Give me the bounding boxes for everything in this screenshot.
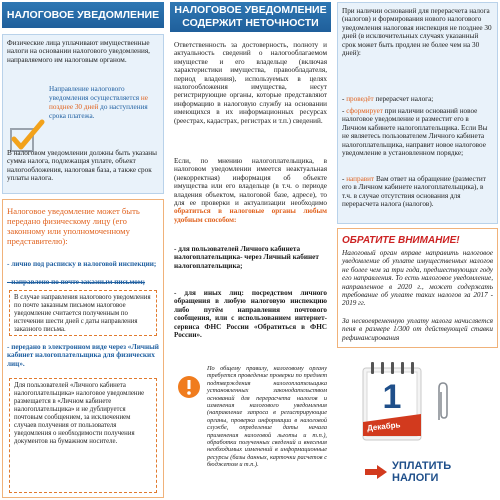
attention-panel	[337, 228, 498, 348]
option-cabinet: - для пользователей Личного кабинета налогоплательщика- через Личный кабинет налогоплательщика;	[174, 245, 319, 270]
step2-verb: сформирует	[346, 107, 383, 115]
column-recalculation	[335, 0, 500, 500]
step3-rest: Вам ответ на обращение (разместит его в Личном кабинете налогоплательщика), в т.ч. в случае отсутствия основания для перерасчета налога (налогов).	[342, 175, 486, 209]
notice-intro: Физические лица уплачивают имущественные налоги на основании налогового уведомления, направляемого им налоговым органом.	[7, 39, 150, 64]
arrow-right-icon	[365, 465, 387, 479]
pay-taxes-button[interactable]	[365, 462, 494, 482]
deadline-prefix: Направление налогового уведомления осуществляется	[49, 85, 141, 102]
col2-header-line1: НАЛОГОВОЕ УВЕДОМЛЕНИЕ	[174, 4, 327, 16]
inaccuracy-text	[174, 157, 327, 224]
column-tax-notice	[0, 0, 166, 500]
option-other: - для иных лиц: посредством личного обращения в любую налоговую инспекцию либо путём направления почтового сообщения, или с использованием интернет-сервиса ФНС России «Обратиться в ФНС России».	[174, 289, 327, 340]
contact-highlight: обратиться в налоговые органы любым удобным способом:	[174, 207, 327, 224]
calendar-icon	[359, 356, 425, 444]
transfer-item-personal: - лично под расписку в налоговой инспекции;	[7, 260, 157, 268]
notice-deadline-text	[49, 85, 159, 121]
cabinet-info-box	[9, 378, 157, 493]
recalc-intro: При наличии оснований для перерасчета налога (налогов) и формирования нового налогового уведомления налоговая инспекция не позднее 30 дней (в исключительных случаях указанный срок может быть продлен не более чем на 30 дней):	[342, 7, 492, 58]
notice-info-panel	[2, 34, 164, 194]
calendar-month: Декабрь	[366, 420, 401, 433]
exclamation-icon	[177, 375, 201, 399]
deadline-suffix: до наступления срока платежа.	[49, 103, 148, 120]
step1-verb: проведёт	[346, 95, 374, 103]
paperclip-icon	[433, 380, 453, 424]
step3-dash: -	[342, 175, 347, 183]
recalc-step-2	[342, 107, 493, 157]
attention-title: ОБРАТИТЕ ВНИМАНИЕ!	[342, 235, 460, 246]
verification-note: По общему правилу, налоговому органу требуется проведение проверки по предмет подтверждения налогоплательщика установленных законодательством оснований для перерасчета налогов и изменения налогового уведомления (направление запроса в регистрирующие органы, проверка информации в налоговой службе, определение даты начала применения налоговой льготы и т.п.), обработки полученных сведений и внесения необходимых изменений в информационные ресурсы (базы данных, карточки расчетов с бюджетом и т.п.).	[207, 365, 327, 469]
transfer-title: Налоговое уведомление может быть передано физическому лицу (его законному или уполномоченному представителю):	[7, 206, 140, 246]
transfer-item-electronic: - передано в электронном виде через «Личный кабинет налогоплательщика для физических лиц».	[7, 343, 159, 368]
recalc-panel	[337, 2, 498, 224]
transfer-item-mail: - направлено по почте заказным письмом;	[7, 278, 146, 286]
attention-text: Налоговый орган вправе направить налоговое уведомление об уплате имущественных налогов не более чем за три года, предшествующих году его направления. То есть налоговое уведомление, направленное в 2020 г., может содержать требование об уплате таких налогов за 2017 - 2019 гг.	[342, 249, 493, 308]
step2-rest: при наличии оснований новое налоговое уведомление и разместит его в Личном кабинете налогоплательщика. Если Вы не являетесь пользователем Личного кабинета налогоплательщика, направит новое налоговое уведомление в установленном порядке;	[342, 107, 488, 158]
col2-header	[170, 2, 331, 32]
recalc-step-1	[342, 95, 493, 103]
step2-dash: -	[342, 107, 347, 115]
column-inaccuracies	[168, 0, 333, 500]
notice-content: В налоговом уведомлении должны быть указаны сумма налога, подлежащая уплате, объект налогообложения, налоговая база, а также срок уплаты налога.	[7, 149, 157, 183]
recalc-step-3	[342, 175, 493, 209]
step1-rest: перерасчет налога;	[373, 95, 434, 103]
calendar-day: 1	[382, 378, 402, 416]
col1-header: НАЛОГОВОЕ УВЕДОМЛЕНИЕ	[2, 2, 164, 28]
mail-info-text: В случае направления налогового уведомления по почте заказным письмом налоговое уведомление считается полученным по истечении шести дней с даты направления заказного письма.	[14, 294, 151, 333]
cabinet-info-text: Для пользователей «Личного кабинета налогоплательщика» налоговое уведомление размещается в «Личном кабинете налогоплательщика» и не дублируется почтовым сообщением, за исключением случаев получения от пользователя уведомления о необходимости получения документов на бумажном носителе.	[14, 382, 145, 445]
responsibility-text: Ответственность за достоверность, полноту и актуальность сведений о налогооблагаемом имуществе и его владельце (включая характеристики имущества, правообладателя, период владения), используемых в целях налогообложения имущества, несут регистрирующие органы, которые представляют информацию в налоговую службу на основании имеющихся в их информационных ресурсах (реестрах, кадастрах, регистрах и т.п.) сведений.	[174, 41, 327, 125]
inaccuracies-panel	[170, 38, 331, 498]
inaccuracy-text-main: Если, по мнению налогоплательщика, в налоговом уведомлении имеется неактуальная (некорректная) информация об объекте имущества или его владельце (в т.ч. о периоде владения объектом, налоговой базе, адресе), то для ее проверки и актуализации необходимо	[174, 157, 327, 208]
penalty-text: За несвоевременную уплату налога начисляется пеня в размере 1/300 от действующей ставки рефинансирования	[342, 317, 493, 342]
transfer-panel	[2, 199, 164, 498]
deadline-highlight: не позднее 30 дней	[49, 94, 148, 111]
checkmark-icon	[9, 119, 45, 153]
step3-verb: направит	[346, 175, 375, 183]
pay-taxes-label: УПЛАТИТЬ НАЛОГИ	[392, 460, 452, 484]
col2-header-line2: СОДЕРЖИТ НЕТОЧНОСТИ	[182, 17, 319, 29]
mail-info-box	[9, 290, 157, 336]
step1-dash: -	[342, 95, 347, 103]
